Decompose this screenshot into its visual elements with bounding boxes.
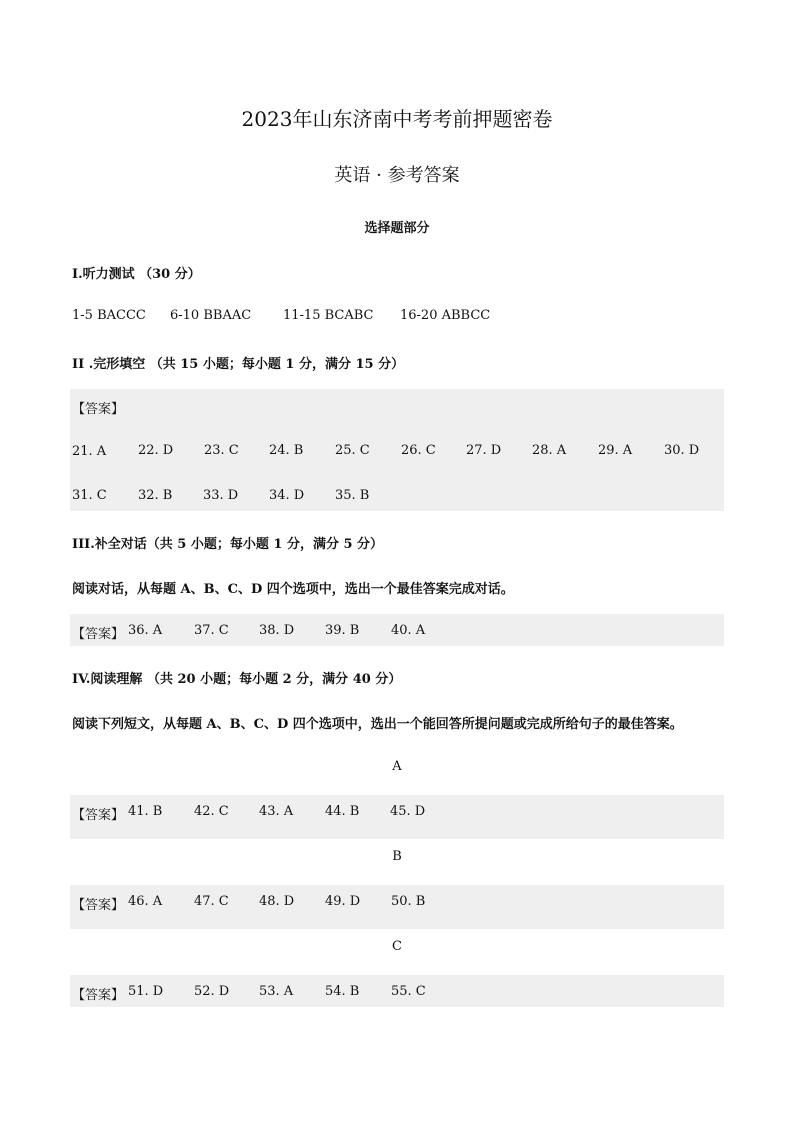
section1-heading: I.听力测试 （30 分） xyxy=(72,267,201,282)
section3-instruction: 阅读对话，从每题 A、B、C、D 四个选项中，选出一个最佳答案完成对话。 xyxy=(72,582,514,597)
section3-heading: III.补全对话（共 5 小题；每小题 1 分，满分 5 分） xyxy=(72,537,384,552)
section4-instruction: 阅读下列短文，从每题 A、B、C、D 四个选项中，选出一个能回答所提问题或完成所给句子的最佳答案。 xyxy=(72,717,683,732)
cloze-answer: 33. D xyxy=(203,488,239,503)
cloze-answer: 22. D xyxy=(138,443,174,458)
reading-answer: 43. A xyxy=(259,804,294,819)
cloze-answer: 30. D xyxy=(664,443,700,458)
cloze-answer: 32. B xyxy=(138,488,173,503)
listening-group-4: 16-20 ABBCC xyxy=(400,308,491,323)
reading-answer: 41. B xyxy=(128,804,163,819)
reading-answer: 47. C xyxy=(194,894,229,909)
listening-group-2: 6-10 BBAAC xyxy=(170,308,252,323)
listening-group-3: 11-15 BCABC xyxy=(283,308,374,323)
reading-answer: 46. A xyxy=(128,894,163,909)
answer-label: 【答案】 xyxy=(72,402,125,417)
reading-answer: 52. D xyxy=(194,984,230,999)
cloze-answer: 31. C xyxy=(72,488,107,503)
cloze-answer: 25. C xyxy=(335,443,370,458)
page-subtitle: 英语 · 参考答案 xyxy=(334,165,460,186)
cloze-answer: 26. C xyxy=(401,443,436,458)
cloze-answer: 34. D xyxy=(269,488,305,503)
passage-letter-b: B xyxy=(392,849,402,864)
answer-label: 【答案】 xyxy=(72,898,125,913)
reading-answer: 42. C xyxy=(194,804,229,819)
cloze-answer: 21. A xyxy=(72,444,107,459)
dialogue-answer: 37. C xyxy=(194,623,229,638)
reading-answer: 48. D xyxy=(259,894,295,909)
passage-letter-c: C xyxy=(392,939,402,954)
section4-heading: IV.阅读理解 （共 20 小题；每小题 2 分，满分 40 分） xyxy=(72,672,402,687)
reading-answer: 54. B xyxy=(325,984,360,999)
reading-answer: 50. B xyxy=(391,894,426,909)
cloze-answer: 35. B xyxy=(335,488,370,503)
answer-label: 【答案】 xyxy=(72,808,125,823)
cloze-answer: 29. A xyxy=(598,443,633,458)
cloze-answer: 28. A xyxy=(532,443,567,458)
reading-answer: 49. D xyxy=(325,894,361,909)
cloze-answer: 23. C xyxy=(204,443,239,458)
cloze-answer: 24. B xyxy=(269,443,304,458)
passage-letter-a: A xyxy=(392,759,402,774)
dialogue-answer: 36. A xyxy=(128,623,163,638)
part-heading: 选择题部分 xyxy=(364,221,430,236)
reading-answer: 53. A xyxy=(259,984,294,999)
reading-answer: 44. B xyxy=(325,804,360,819)
section2-heading: II .完形填空 （共 15 小题；每小题 1 分，满分 15 分） xyxy=(72,357,405,372)
dialogue-answer: 38. D xyxy=(259,623,295,638)
reading-answer: 51. D xyxy=(128,984,164,999)
dialogue-answer: 39. B xyxy=(325,623,360,638)
answer-label: 【答案】 xyxy=(72,627,125,642)
dialogue-answer: 40. A xyxy=(391,623,426,638)
reading-answer: 45. D xyxy=(390,804,426,819)
cloze-answer: 27. D xyxy=(466,443,502,458)
listening-group-1: 1-5 BACCC xyxy=(72,308,146,323)
answer-label: 【答案】 xyxy=(72,988,125,1003)
page-title: 2023年山东济南中考考前押题密卷 xyxy=(241,107,553,131)
reading-answer: 55. C xyxy=(391,984,426,999)
